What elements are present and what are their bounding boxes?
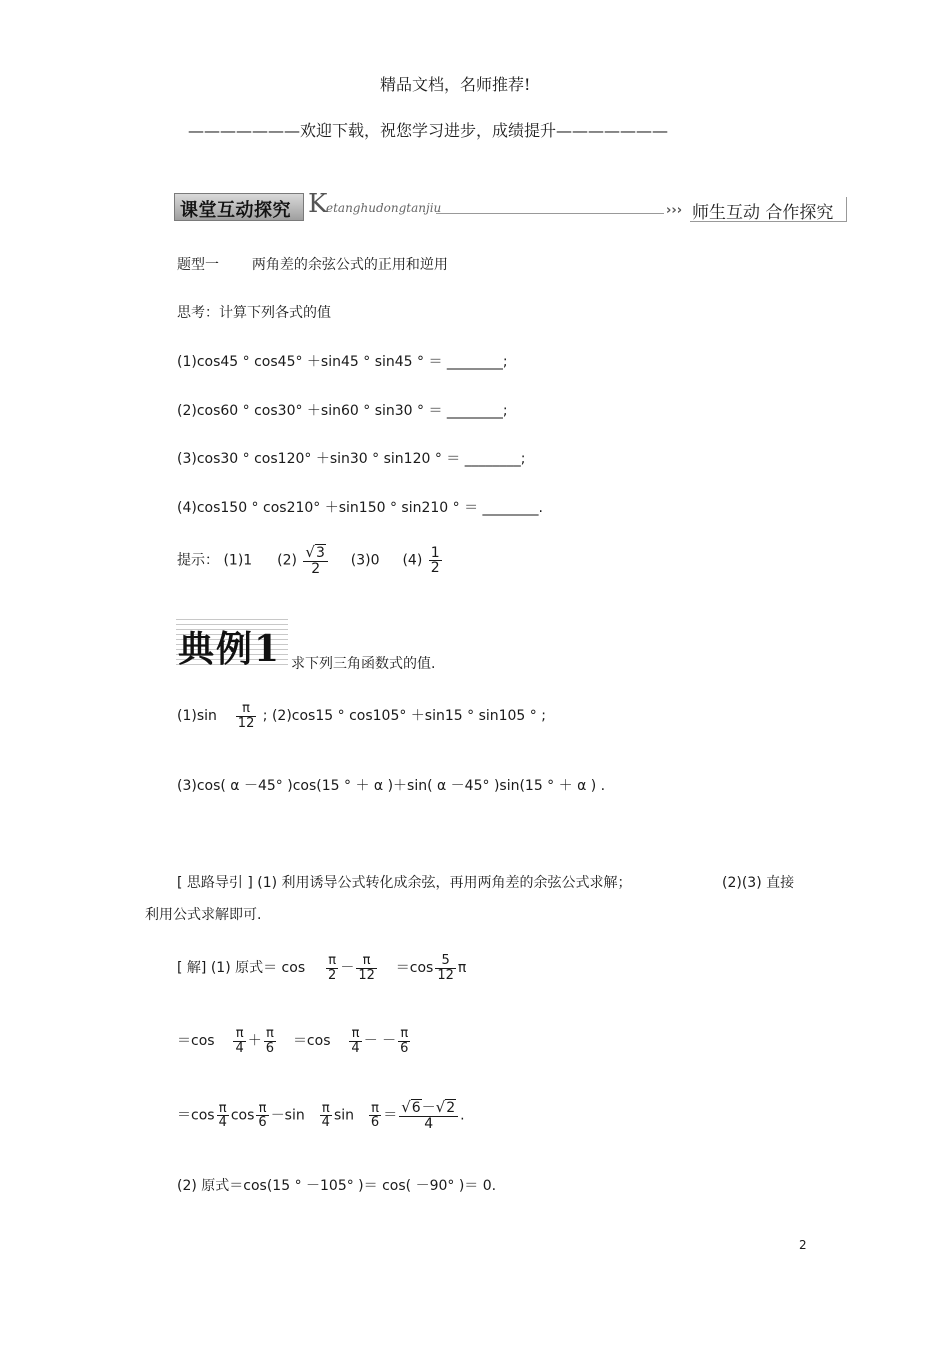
- solution-line-3: ＝cos $\frac{\pi}{4}$ cos $\frac{\pi}{6}$ －sin $\frac{\pi}{4}$ sin $\frac{\pi}{6}$ ＝ $\frac{√6-√2}{4}$ .: [177, 1098, 465, 1132]
- sqrt-icon: √: [435, 1098, 446, 1116]
- banner-divider: [436, 213, 664, 214]
- banner-pinyin: etanghudongtanjiu: [326, 201, 442, 215]
- banner-right-box: [690, 197, 847, 222]
- think-item-2: (2)cos60 ° cos30° ＋sin60 ° sin30 ° ＝ ________;: [177, 403, 508, 419]
- header-subtitle: ———————欢迎下载，祝您学习进步，成绩提升———————: [188, 121, 669, 140]
- example-prompt: 求下列三角函数式的值.: [291, 656, 436, 672]
- fraction-sqrt6-minus-sqrt2: $\frac{√6-√2}{4}$: [399, 1100, 458, 1131]
- banner-right-title: 师生互动 合作探究: [692, 203, 834, 223]
- think-item-3: (3)cos30 ° cos120° ＋sin30 ° sin120 ° ＝ ________;: [177, 451, 526, 467]
- page-number: 2: [799, 1238, 807, 1252]
- sqrt-icon: √: [401, 1098, 411, 1116]
- hint-answer-2-fraction: $\frac{√3}{2}$: [303, 545, 327, 576]
- hint-answer-3: (3)0: [350, 552, 380, 569]
- example-badge: 典例1: [176, 619, 288, 667]
- solution-line-4: (2) 原式＝cos(15 ° －105° )＝ cos( －90° )＝ 0.: [177, 1178, 497, 1194]
- solution-line-1: [ 解] (1) 原式＝ cos $\frac{\pi}{2}$ － $\frac{\pi}{12}$ ＝cos $\frac{5}{12}$ π: [177, 953, 467, 983]
- banner-left-box: [174, 193, 304, 221]
- hint-line: [177, 545, 444, 576]
- banner-k-letter: K: [308, 189, 328, 219]
- fraction-pi-12: $\frac{\pi}{12}$: [237, 701, 255, 731]
- guide-line-1a: [ 思路导引 ] (1) 利用诱导公式转化成余弦，再用两角差的余弦公式求解；: [177, 875, 632, 891]
- banner-left-title: 课堂互动探究: [180, 200, 291, 221]
- header-title: 精品文档，名师推荐!: [380, 75, 531, 94]
- guide-line-1b: (2)(3) 直接: [722, 875, 795, 891]
- solution-line-2: ＝cos $\frac{\pi}{4}$ ＋ $\frac{\pi}{6}$ ＝cos $\frac{\pi}{4}$ － － $\frac{\pi}{6}$: [177, 1026, 409, 1056]
- think-heading: 思考：计算下列各式的值: [177, 305, 331, 321]
- section-label: 题型一: [177, 257, 219, 273]
- section-title: 两角差的余弦公式的正用和逆用: [251, 257, 448, 273]
- example-question-3: (3)cos( α －45° )cos(15 ° ＋ α )＋sin( α －45° )sin(15 ° ＋ α ) .: [177, 778, 606, 794]
- sqrt-icon: √: [305, 543, 315, 561]
- hint-answer-4-label: (4): [402, 552, 423, 569]
- hint-answer-2-label: (2): [277, 552, 297, 569]
- hint-answer-4-fraction: $\frac{1}{2}$: [430, 544, 440, 577]
- section-banner: [174, 191, 846, 223]
- hint-label: 提示：: [177, 552, 219, 569]
- hint-answer-1: (1)1: [223, 552, 253, 569]
- think-item-1: (1)cos45 ° cos45° ＋sin45 ° sin45 ° ＝ ________;: [177, 354, 508, 370]
- think-item-4: (4)cos150 ° cos210° ＋sin150 ° sin210 ° ＝ ________.: [177, 500, 543, 516]
- guide-line-2: 利用公式求解即可.: [145, 907, 262, 923]
- banner-arrows-icon: ›››: [666, 203, 683, 218]
- section-heading: [177, 254, 448, 274]
- example-question-1: (1)sin $\frac{\pi}{12}$ ; (2)cos15 ° cos105° ＋sin15 ° sin105 ° ;: [177, 701, 546, 731]
